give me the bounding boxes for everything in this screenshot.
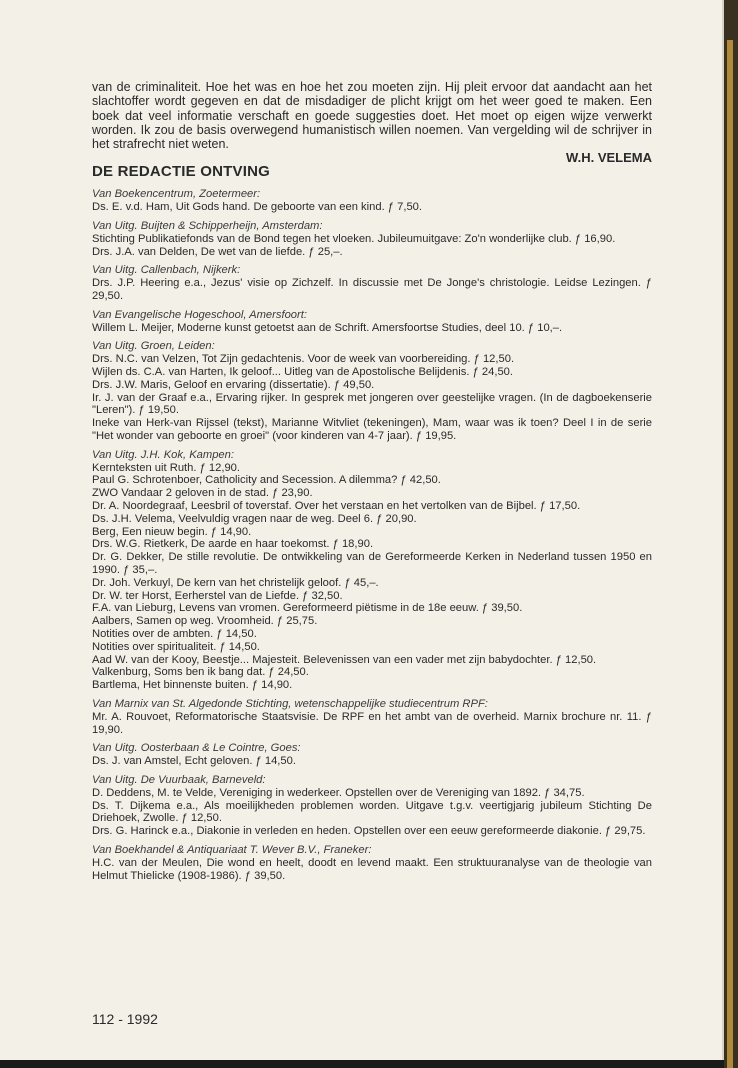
review-closing-paragraph: van de criminaliteit. Hoe het was en hoe het zou moeten zijn. Hij pleit ervoor dat aandacht aan het slachtoffer wordt gegeven en dat de misdadiger de plicht krijgt om het weer goed te maken. Een boek dat veel informatie verschaft en goede suggesties doet. Het moet op eigen wijze verwerkt worden. Ik zou de basis overwegend humanistisch willen noemen. Van vergelding wil de schrijver in het strafrecht niet weten. bbox=[92, 80, 652, 152]
publisher-section bbox=[92, 188, 652, 214]
book-entry: Bartlema, Het binnenste buiten. ƒ 14,90. bbox=[92, 679, 293, 692]
book-entry: Valkenburg, Soms ben ik bang dat. ƒ 24,50. bbox=[92, 666, 309, 679]
publisher-name: Van Uitg. J.H. Kok, Kampen: bbox=[92, 448, 234, 461]
book-entry: D. Deddens, M. te Velde, Vereniging in wederkeer. Opstellen over de Vereniging van 1892. ƒ 34,75. bbox=[92, 786, 585, 799]
book-entry: Drs. G. Harinck e.a., Diakonie in verleden en heden. Opstellen over een eeuw gereformeerde diakonie. ƒ 29,75. bbox=[92, 825, 646, 838]
page-number: 112 - 1992 bbox=[92, 1011, 158, 1027]
book-entry: Wijlen ds. C.A. van Harten, Ik geloof... Uitleg van de Apostolische Belijdenis. ƒ 24,50. bbox=[92, 366, 513, 379]
book-entry: Dr. W. ter Horst, Eerherstel van de Liefde. ƒ 32,50. bbox=[92, 589, 343, 602]
book-entry: Notities over de ambten. ƒ 14,50. bbox=[92, 627, 257, 640]
publisher-name: Van Marnix van St. Algedonde Stichting, wetenschappelijke studiecentrum RPF: bbox=[92, 697, 488, 710]
section-heading: DE REDACTIE ONTVING bbox=[92, 163, 270, 181]
publisher-section bbox=[92, 309, 652, 335]
book-entry: Ds. E. v.d. Ham, Uit Gods hand. De geboorte van een kind. ƒ 7,50. bbox=[92, 201, 423, 214]
publisher-section bbox=[92, 449, 652, 692]
publisher-name: Van Uitg. De Vuurbaak, Barneveld: bbox=[92, 773, 266, 786]
book-entry: Aalbers, Samen op weg. Vroomheid. ƒ 25,75. bbox=[92, 615, 318, 628]
publisher-section bbox=[92, 220, 652, 258]
book-entry: Ir. J. van der Graaf e.a., Ervaring rijker. In gesprek met jongeren over geestelijke vragen. (In de dagboekenserie "Leren"). ƒ 19,50. bbox=[92, 391, 652, 417]
publisher-name: Van Boekhandel & Antiquariaat T. Wever B.V., Franeker: bbox=[92, 843, 372, 856]
publisher-section bbox=[92, 844, 652, 882]
book-entry: Drs. J.A. van Delden, De wet van de liefde. ƒ 25,–. bbox=[92, 245, 343, 258]
book-entry: Dr. Joh. Verkuyl, De kern van het christelijk geloof. ƒ 45,–. bbox=[92, 576, 379, 589]
book-entry: Aad W. van der Kooy, Beestje... Majesteit. Belevenissen van een vader met zijn babydochter. ƒ 12,50. bbox=[92, 653, 597, 666]
book-entry: Ds. J.H. Velema, Veelvuldig vragen naar de weg. Deel 6. ƒ 20,90. bbox=[92, 512, 417, 525]
publisher-name: Van Uitg. Callenbach, Nijkerk: bbox=[92, 264, 241, 277]
received-books-list bbox=[92, 188, 652, 882]
book-entry: Kernteksten uit Ruth. ƒ 12,90. bbox=[92, 461, 241, 474]
book-entry: Ds. T. Dijkema e.a., Als moeilijkheden problemen worden. Uitgave t.g.v. veertigjarig jubileum Stichting De Driehoek, Zwolle. ƒ 12,50. bbox=[92, 799, 652, 825]
book-entry: Ineke van Herk-van Rijssel (tekst), Marianne Witvliet (tekeningen), Mam, waar was ik toen? Deel I in de serie "Het wonder van geboorte en groei" (voor kinderen van 4-7 jaar). ƒ 19,95. bbox=[92, 417, 652, 443]
book-entry: Stichting Publikatiefonds van de Bond tegen het vloeken. Jubileumuitgave: Zo'n wonderlijke club. ƒ 16,90. bbox=[92, 232, 616, 245]
book-entry: Drs. W.G. Rietkerk, De aarde en haar toekomst. ƒ 18,90. bbox=[92, 538, 374, 551]
publisher-section bbox=[92, 742, 652, 768]
publisher-name: Van Uitg. Buijten & Schipperheijn, Amsterdam: bbox=[92, 220, 323, 233]
publisher-section bbox=[92, 340, 652, 442]
book-entry: Paul G. Schrotenboer, Catholicity and Secession. A dilemma? ƒ 42,50. bbox=[92, 474, 441, 487]
book-entry: Drs. N.C. van Velzen, Tot Zijn gedachtenis. Voor de week van voorbereiding. ƒ 12,50. bbox=[92, 353, 515, 366]
publisher-name: Van Uitg. Oosterbaan & Le Cointre, Goes: bbox=[92, 742, 301, 755]
book-entry: Dr. G. Dekker, De stille revolutie. De ontwikkeling van de Gereformeerde Kerken in Nederland tussen 1950 en 1990. ƒ 35,–. bbox=[92, 551, 652, 576]
publisher-name: Van Evangelische Hogeschool, Amersfoort: bbox=[92, 308, 307, 321]
book-entry: ZWO Vandaar 2 geloven in de stad. ƒ 23,90. bbox=[92, 487, 313, 500]
publisher-section bbox=[92, 264, 652, 302]
publisher-section bbox=[92, 774, 652, 838]
book-entry: H.C. van der Meulen, Die wond en heelt, doodt en levend maakt. Een struktuuranalyse van de theologie van Helmut Thielicke (1908-1986). ƒ 39,50. bbox=[92, 856, 652, 882]
book-entry: Notities over spiritualiteit. ƒ 14,50. bbox=[92, 640, 260, 653]
book-entry: Drs. J.P. Heering e.a., Jezus' visie op Zichzelf. In discussie met De Jonge's christologie. Leidse Lezingen. ƒ 29,50. bbox=[92, 277, 652, 303]
binding-strip bbox=[727, 40, 733, 1068]
review-signature: W.H. VELEMA bbox=[566, 150, 652, 166]
binding-edge bbox=[724, 0, 738, 1068]
publisher-name: Van Uitg. Groen, Leiden: bbox=[92, 340, 215, 353]
book-entry: F.A. van Lieburg, Levens van vromen. Gereformeerd piëtisme in de 18e eeuw. ƒ 39,50. bbox=[92, 602, 523, 615]
book-entry: Drs. J.W. Maris, Geloof en ervaring (dissertatie). ƒ 49,50. bbox=[92, 378, 375, 391]
publisher-section bbox=[92, 698, 652, 736]
book-entry: Ds. J. van Amstel, Echt geloven. ƒ 14,50. bbox=[92, 755, 296, 768]
book-entry: Berg, Een nieuw begin. ƒ 14,90. bbox=[92, 525, 252, 538]
book-entry: Willem L. Meijer, Moderne kunst getoetst aan de Schrift. Amersfoortse Studies, deel 10. ƒ 10,–. bbox=[92, 321, 563, 334]
book-entry: Mr. A. Rouvoet, Reformatorische Staatsvisie. De RPF en het ambt van de overheid. Marnix brochure nr. 11. ƒ 19,90. bbox=[92, 710, 652, 736]
book-entry: Dr. A. Noordegraaf, Leesbril of toverstaf. Over het verstaan en het vertolken van de Bijbel. ƒ 17,50. bbox=[92, 500, 581, 513]
page-content bbox=[92, 80, 652, 888]
publisher-name: Van Boekencentrum, Zoetermeer: bbox=[92, 188, 261, 201]
